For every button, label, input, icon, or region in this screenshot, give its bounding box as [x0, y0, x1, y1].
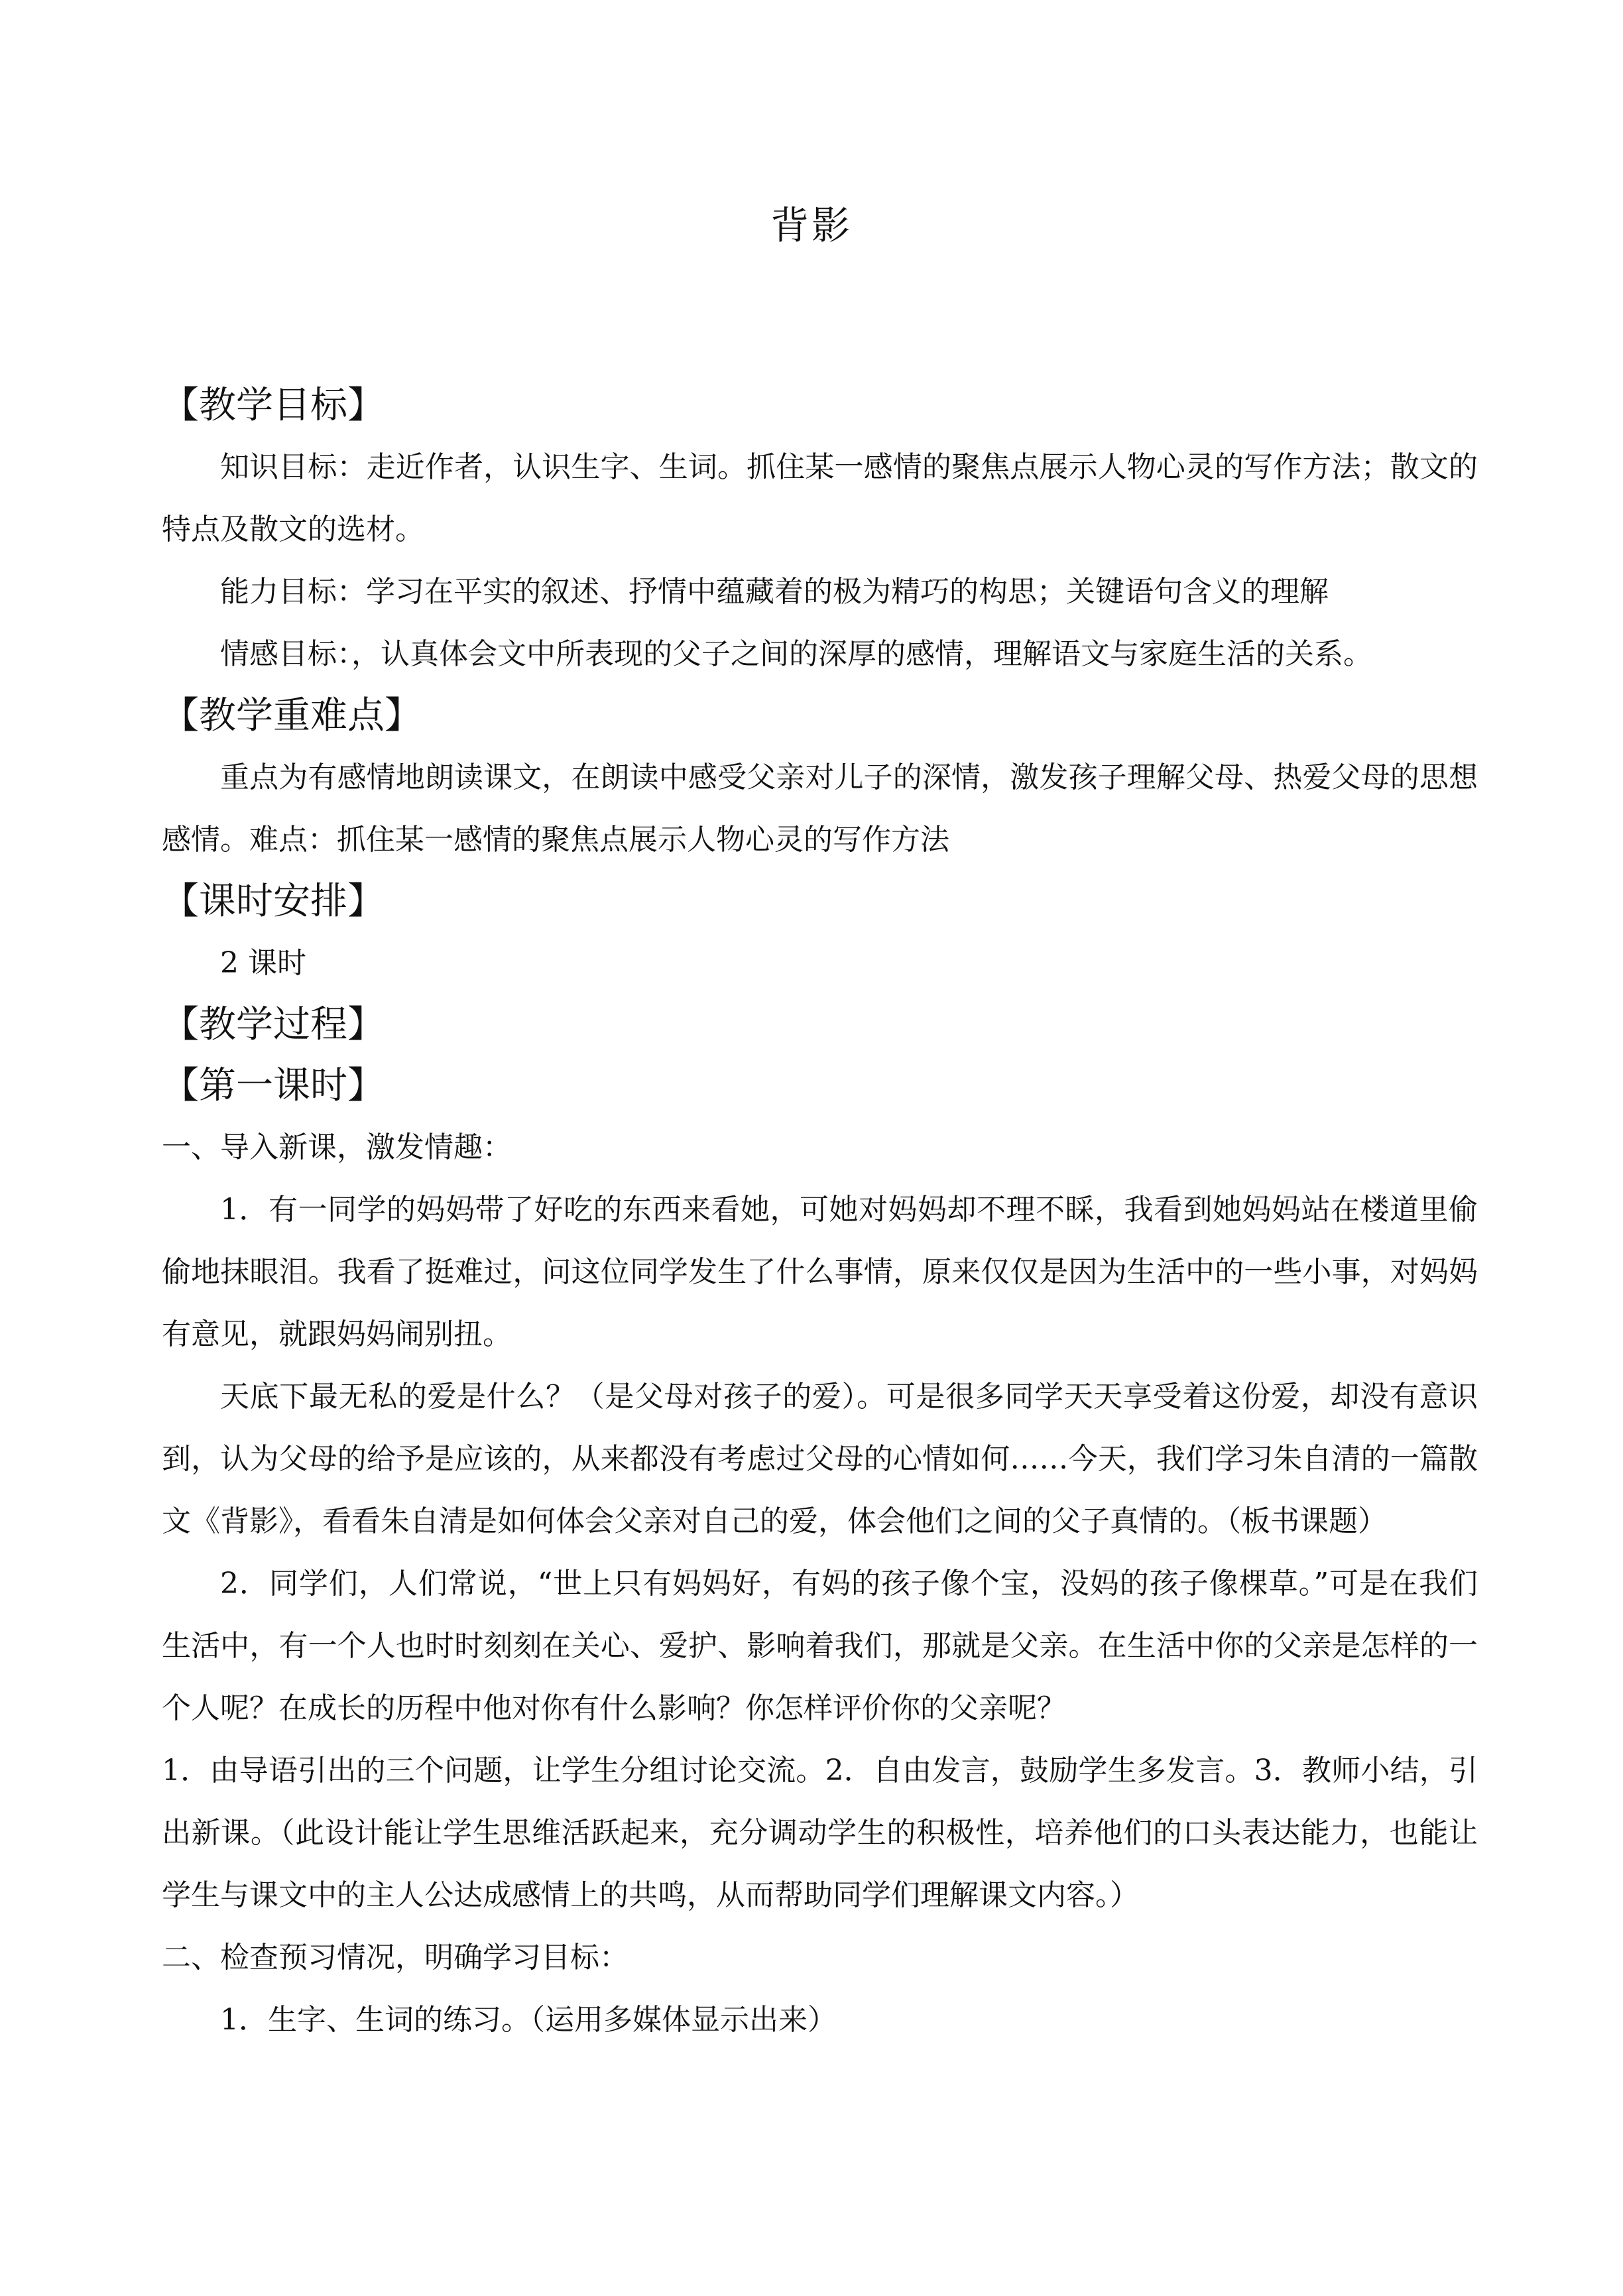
- paragraph-schedule: 2 课时: [220, 946, 306, 980]
- paragraph-knowledge-goal: 知识目标：走近作者，认识生字、生词。抓住某一感情的聚焦点展示人物心灵的写作方法；散文的特点及散文的选材。: [162, 450, 1478, 546]
- step-heading-introduction: 一、导入新课，激发情趣：: [162, 1130, 512, 1164]
- paragraph-vocab-practice: 1．生字、生词的练习。（运用多媒体显示出来）: [220, 2003, 837, 2037]
- paragraph-story: 1．有一同学的妈妈带了好吃的东西来看她，可她对妈妈却不理不睬，我看到她妈妈站在楼道里偷偷地抹眼泪。我看了挺难过，问这位同学发生了什么事情，原来仅仅是因为生活中的一些小事，对妈妈有意见，就跟妈妈闹别扭。: [162, 1193, 1478, 1351]
- paragraph-father-question: 2．同学们，人们常说，“世上只有妈妈好，有妈的孩子像个宝，没妈的孩子像棵草。”可是在我们生活中，有一个人也时时刻刻在关心、爱护、影响着我们，那就是父亲。在生活中你的父亲是怎样的一个人呢？在成长的历程中他对你有什么影响？你怎样评价你的父亲呢？: [162, 1567, 1478, 1725]
- document-title: 背影: [770, 203, 853, 248]
- paragraph-emotion-goal: 情感目标：，认真体会文中所表现的父子之间的深厚的感情，理解语文与家庭生活的关系。: [220, 637, 1372, 671]
- section-heading-teaching-goals: 【教学目标】: [162, 384, 385, 427]
- paragraph-discussion-steps: 1．由导语引出的三个问题，让学生分组讨论交流。2．自由发言，鼓励学生多发言。3．教师小结，引出新课。（此设计能让学生思维活跃起来，充分调动学生的积极性，培养他们的口头表达能力，也能让学生与课文中的主人公达成感情上的共鸣，从而帮助同学们理解课文内容。）: [162, 1754, 1478, 1912]
- document-body: [162, 375, 1478, 2051]
- paragraph-selfless-love: 天底下最无私的爱是什么？（是父母对孩子的爱）。可是很多同学天天享受着这份爱，却没有意识到，认为父母的给予是应该的，从来都没有考虑过父母的心情如何……今天，我们学习朱自清的一篇散文《背影》，看看朱自清是如何体会父亲对自己的爱，体会他们之间的父子真情的。（板书课题）: [162, 1380, 1478, 1538]
- paragraph-ability-goal: 能力目标：学习在平实的叙述、抒情中蕴藏着的极为精巧的构思；关键语句含义的理解: [220, 575, 1329, 609]
- section-heading-key-points: 【教学重难点】: [162, 694, 422, 737]
- paragraph-key-points: 重点为有感情地朗读课文，在朗读中感受父亲对儿子的深情，激发孩子理解父母、热爱父母的思想感情。难点：抓住某一感情的聚焦点展示人物心灵的写作方法: [162, 760, 1478, 857]
- section-heading-schedule: 【课时安排】: [162, 880, 385, 923]
- section-heading-first-lesson: 【第一课时】: [162, 1064, 385, 1107]
- step-heading-preview-check: 二、检查预习情况，明确学习目标：: [162, 1941, 629, 1974]
- section-heading-process: 【教学过程】: [162, 1003, 385, 1046]
